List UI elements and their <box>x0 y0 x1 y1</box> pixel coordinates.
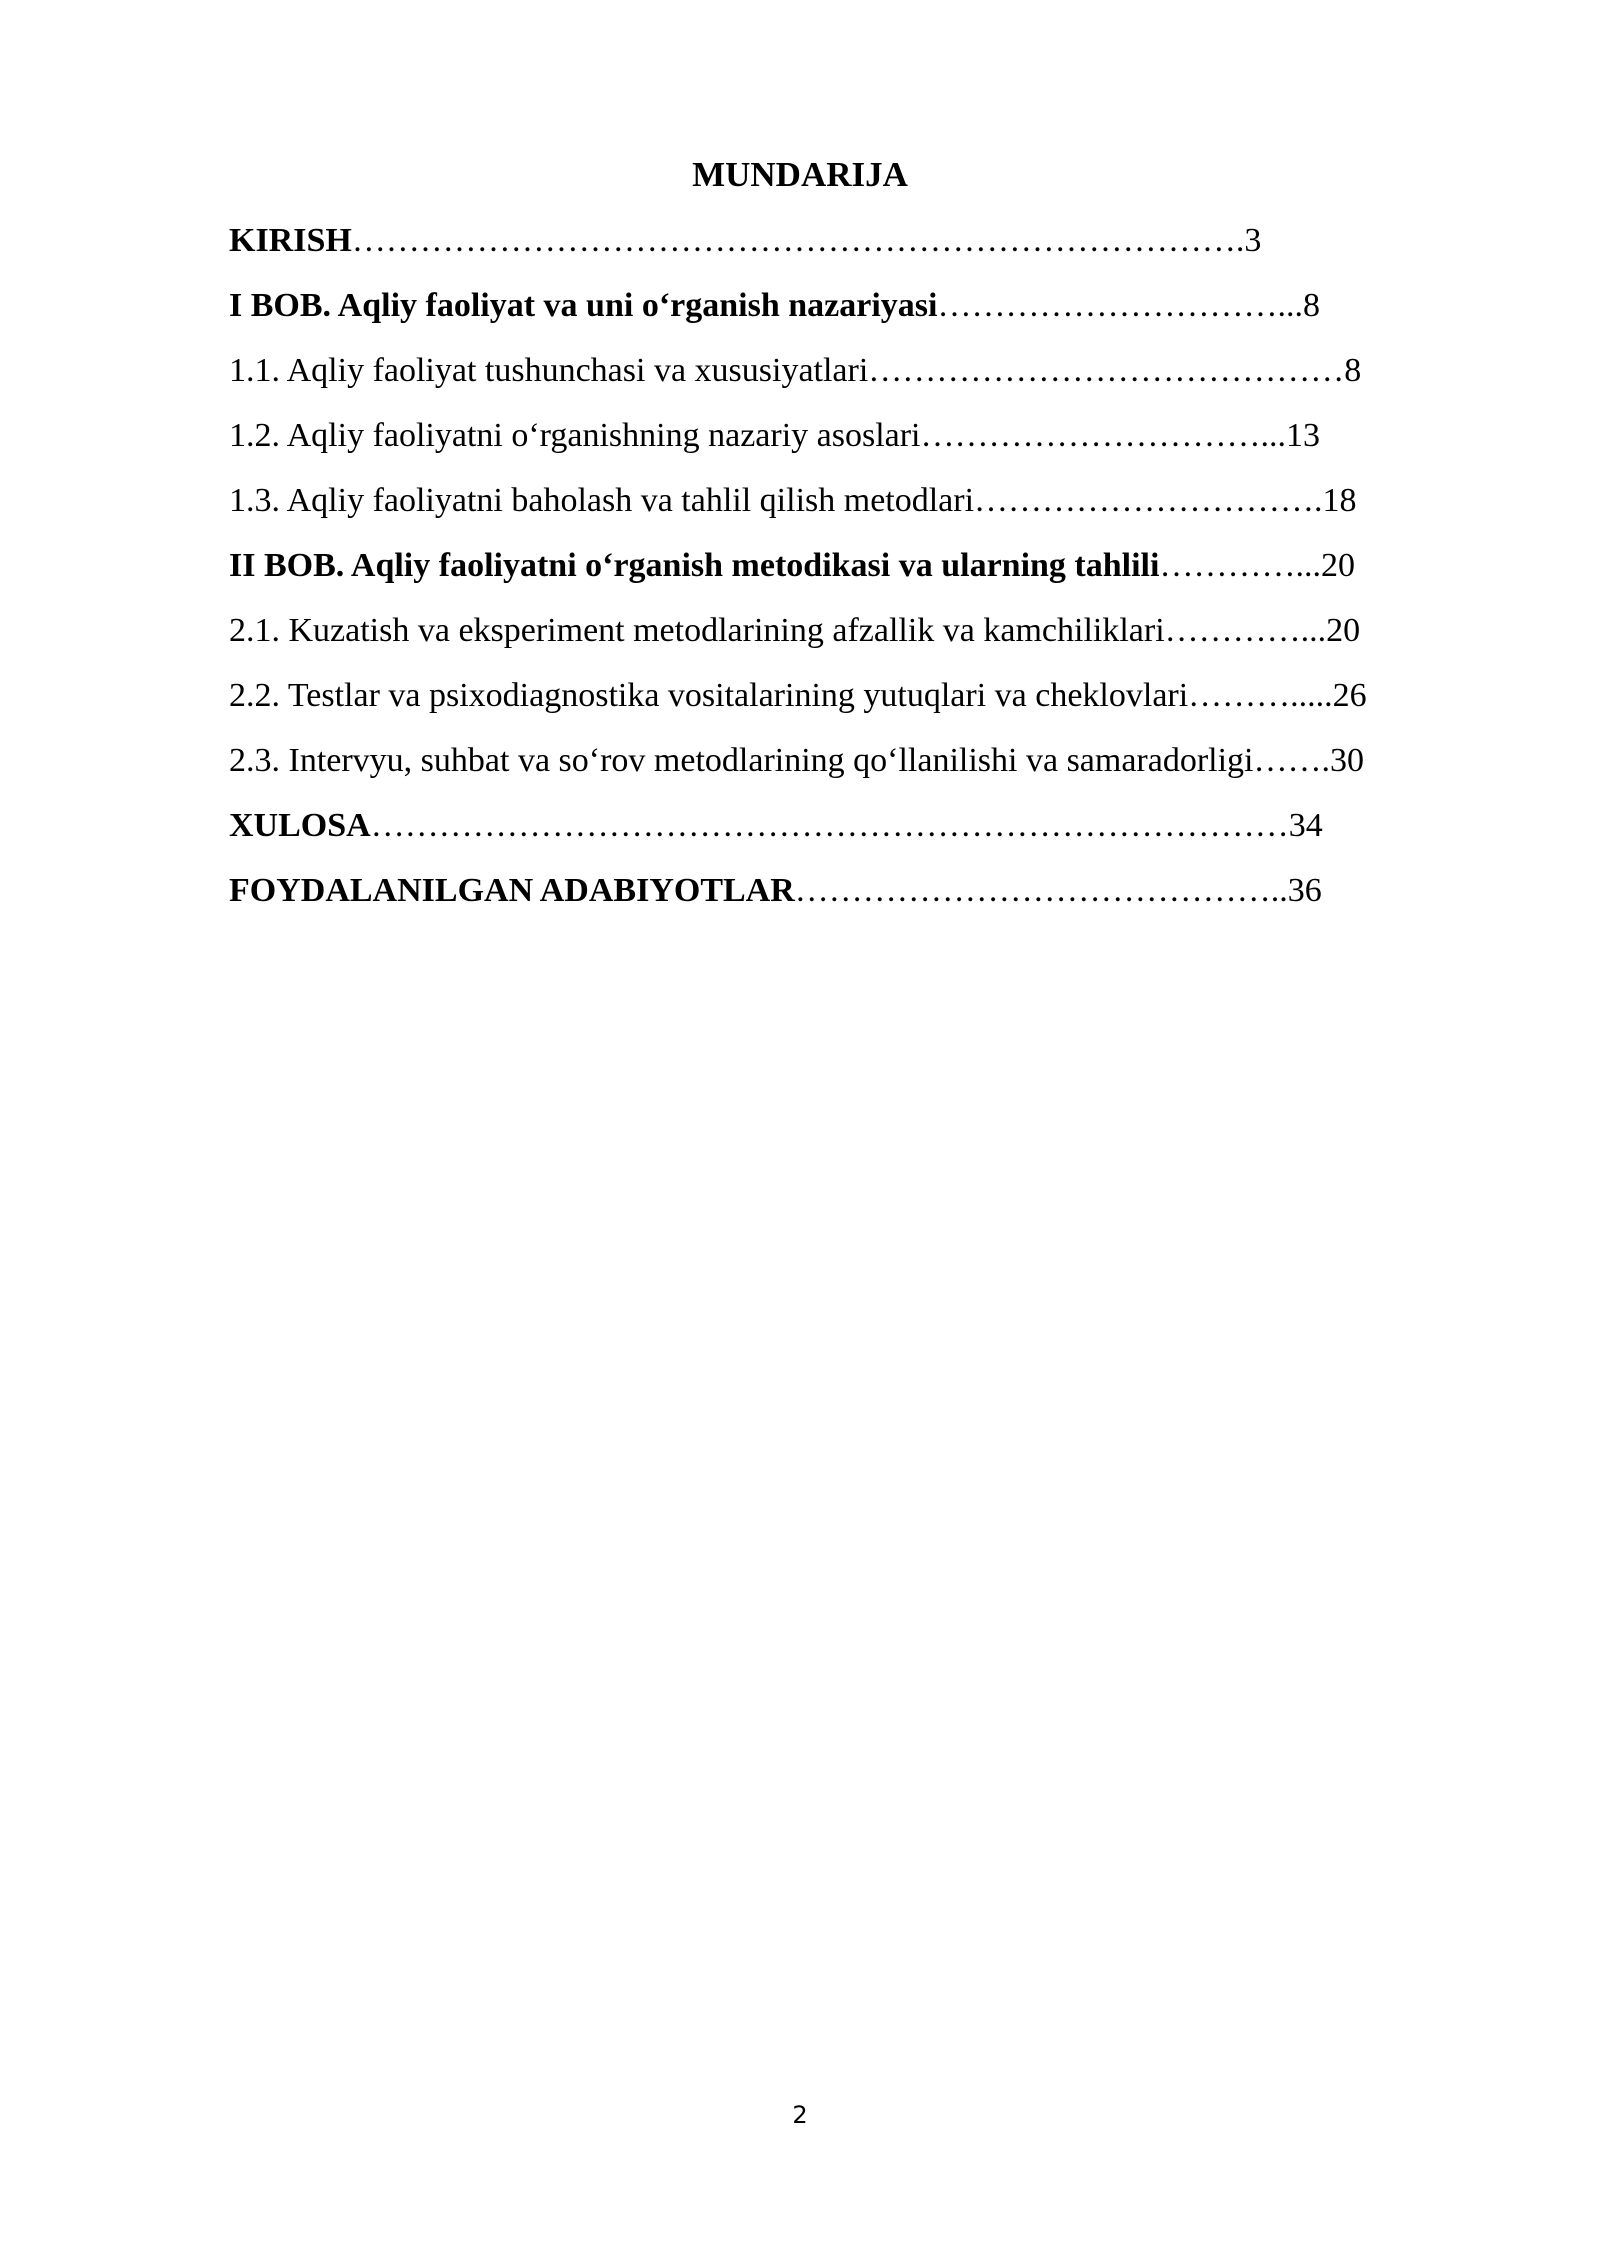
toc-entry <box>229 273 1489 338</box>
toc-entry-leader: ……………………………………………………………………. <box>351 222 1245 259</box>
toc-entry-label: II BOB. Aqliy faoliyatni o‘rganish metodikasi va ularning tahlili <box>229 547 1160 584</box>
table-of-contents <box>229 208 1489 923</box>
toc-entry <box>229 338 1489 403</box>
toc-title: MUNDARIJA <box>692 155 908 194</box>
toc-entry-label: 1.3. Aqliy faoliyatni baholash va tahlil qilish metodlari <box>229 482 975 519</box>
toc-entry <box>229 403 1489 468</box>
toc-entry-page: 34 <box>1288 807 1323 844</box>
toc-entry-leader: …………... <box>1159 547 1321 584</box>
toc-entry-leader: …………………………………… <box>868 352 1345 389</box>
toc-entry-label: KIRISH <box>229 222 352 259</box>
toc-entry <box>229 533 1489 598</box>
toc-entry <box>229 728 1489 793</box>
toc-entry <box>229 208 1489 273</box>
toc-entry-page: 36 <box>1287 872 1322 909</box>
page-number: 2 <box>792 2101 808 2129</box>
toc-entry-page: 8 <box>1302 287 1320 324</box>
toc-entry <box>229 858 1489 923</box>
toc-entry-leader: ……. <box>1253 742 1330 779</box>
toc-entry-label: I BOB. Aqliy faoliyat va uni o‘rganish nazariyasi <box>229 287 938 324</box>
toc-entry-label: 2.1. Kuzatish va eksperiment metodlarining afzallik va kamchiliklari <box>229 612 1165 649</box>
toc-entry-leader: …………………………... <box>920 417 1287 454</box>
toc-entry-leader: ……………………………………………………………………… <box>370 807 1289 844</box>
toc-entry-page: 8 <box>1344 352 1362 389</box>
toc-entry <box>229 793 1489 858</box>
toc-entry-page: 3 <box>1244 222 1262 259</box>
toc-entry <box>229 468 1489 533</box>
toc-entry-leader: …………………………………….. <box>794 872 1288 909</box>
toc-entry-label: 1.2. Aqliy faoliyatni o‘rganishning nazariy asoslari <box>229 417 921 454</box>
toc-entry-leader: …………………………. <box>974 482 1323 519</box>
toc-entry-page: 26 <box>1332 677 1367 714</box>
toc-entry-label: XULOSA <box>229 807 371 844</box>
toc-entry-leader: ………..... <box>1188 677 1333 714</box>
toc-entry-label: 2.3. Intervyu, suhbat va so‘rov metodlarining qo‘llanilishi va samaradorligi <box>229 742 1254 779</box>
toc-entry-label: 2.2. Testlar va psixodiagnostika vositalarining yutuqlari va cheklovlari <box>229 677 1189 714</box>
toc-entry-page: 13 <box>1286 417 1321 454</box>
toc-entry-label: FOYDALANILGAN ADABIYOTLAR <box>229 872 795 909</box>
toc-entry-page: 20 <box>1326 612 1361 649</box>
toc-entry-leader: …………………………... <box>937 287 1303 324</box>
toc-entry-page: 20 <box>1320 547 1355 584</box>
toc-entry-label: 1.1. Aqliy faoliyat tushunchasi va xususiyatlari <box>229 352 869 389</box>
toc-entry-page: 18 <box>1322 482 1357 519</box>
toc-entry-page: 30 <box>1330 742 1364 779</box>
toc-entry-leader: …………... <box>1164 612 1327 649</box>
toc-entry <box>229 663 1489 728</box>
toc-entry <box>229 598 1489 663</box>
